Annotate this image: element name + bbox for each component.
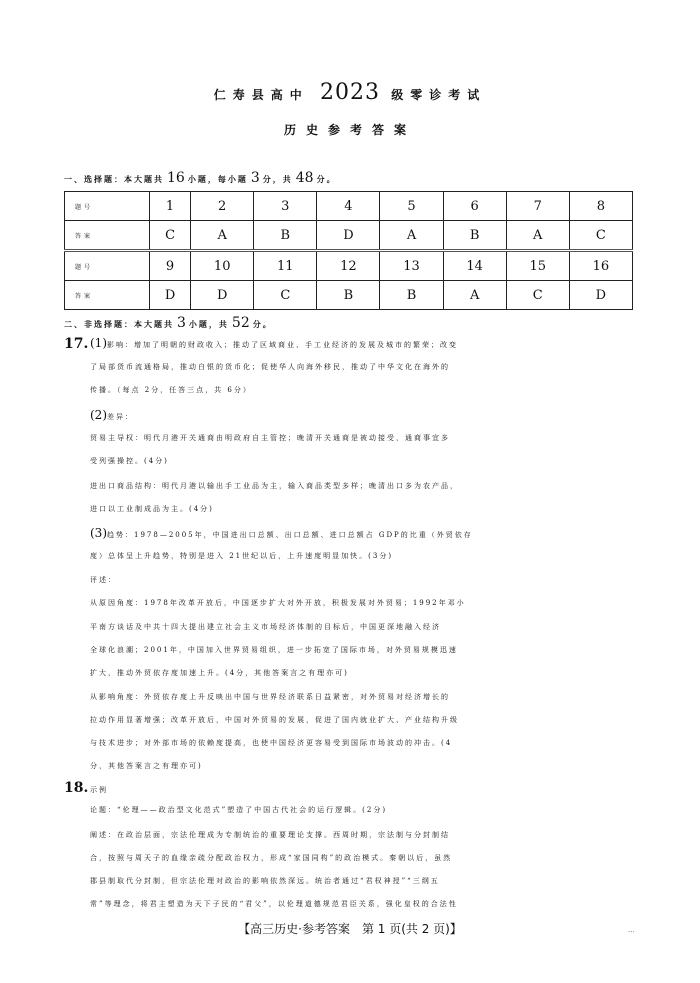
table-row <box>65 221 633 251</box>
question-number: 12 <box>317 251 380 281</box>
row-label-answer: 答案 <box>65 281 150 310</box>
answer-text: 差异： <box>107 413 134 421</box>
section-1-total: 48 <box>295 170 314 186</box>
table-row <box>65 192 633 221</box>
answer-line: 贸易主导权：明代月港开关通商由明政府自主管控；晚清开关通商是被动接受，通商事宜多 <box>90 434 450 442</box>
question-number: 11 <box>254 251 317 281</box>
title-prefix: 仁寿县高中 <box>213 88 309 102</box>
section-2-total: 52 <box>231 315 250 331</box>
section-1-text: 分。 <box>316 174 337 184</box>
part-label: (3) <box>90 526 107 540</box>
answer-line: 平南方谈话及中共十四大提出建立社会主义市场经济体制的目标后，中国更深地融入经济 <box>90 623 441 631</box>
question-number: 2 <box>191 192 254 221</box>
answer-text: 趋势：1978—2005年，中国进出口总额、出口总额、进口总额占 GDP的比重（外贸依存 <box>107 531 473 539</box>
answer-cell: C <box>150 221 191 251</box>
section-1-text: 分，共 <box>262 174 293 184</box>
answer-line: 扩大，推动外贸依存度加速上升。(4分，其他答案言之有理亦可) <box>90 669 349 677</box>
answer-line: 拉动作用显著增强；改革开放后，中国对外贸易的发展，促进了国内就业扩大、产业结构升级 <box>90 716 459 724</box>
answer-cell: A <box>380 221 443 251</box>
question-number: 16 <box>569 251 632 281</box>
answer-line: 合，按照与周天子的血缘亲疏分配政治权力，形成“家国同构”的政治模式。秦朝以后，虽然 <box>90 854 453 862</box>
section-2-text: 二、非选择题：本大题共 <box>64 319 174 329</box>
section-1-text: 小题，每小题 <box>187 174 248 184</box>
answer-line: 分，其他答案言之有理亦可) <box>90 762 203 770</box>
answer-line: 从原因角度：1978年改革开放后，中国逐步扩大对外开放，积极发展对外贸易；1992年邓小 <box>90 599 466 607</box>
page-footer: 【高三历史·参考答案 第 1 页(共 2 页)】 <box>238 922 462 936</box>
answer-line: 全球化浪潮；2001年，中国加入世界贸易组织，进一步拓宽了国际市场，对外贸易规模迅速 <box>90 646 458 654</box>
section-2-heading <box>64 315 273 331</box>
answer-line: 常”等理念，将君主塑造为天下子民的“君父”，以伦理道德规范君臣关系，强化皇权的合法性 <box>90 900 458 908</box>
section-1-points-each: 3 <box>250 170 260 186</box>
title-year: 2023 <box>320 80 380 105</box>
answer-cell: D <box>317 221 380 251</box>
answer-cell: B <box>380 281 443 310</box>
section-1-heading <box>64 170 337 186</box>
question-number: 6 <box>443 192 506 221</box>
answer-cell: C <box>254 281 317 310</box>
answer-cell: B <box>317 281 380 310</box>
question-number: 4 <box>317 192 380 221</box>
question-number: 8 <box>569 192 632 221</box>
row-label-question: 题号 <box>65 251 150 281</box>
question-number: 5 <box>380 192 443 221</box>
answer-cell: A <box>506 221 569 251</box>
answer-line: 进出口商品结构：明代月港以输出手工业品为主，输入商品类型多样；晚清出口多为农产品， <box>90 482 459 490</box>
q17-part2 <box>90 408 134 422</box>
answer-line: 受列强操控。(4分) <box>90 457 169 465</box>
row-label-question: 题号 <box>65 192 150 221</box>
corner-mark: ... <box>628 926 635 934</box>
question-number: 7 <box>506 192 569 221</box>
answer-cell: D <box>191 281 254 310</box>
question-number: 9 <box>150 251 191 281</box>
answer-cell: C <box>506 281 569 310</box>
part-label: (2) <box>90 408 107 422</box>
section-1-text: 一、选择题：本大题共 <box>64 174 164 184</box>
answer-line: 论题：“伦理——政治型文化范式”塑造了中国古代社会的运行逻辑。(2分) <box>90 806 388 814</box>
question-number: 15 <box>506 251 569 281</box>
answer-line: 传播。（每点 2分，任答三点，共 6分） <box>90 386 252 394</box>
answer-table <box>64 191 633 310</box>
exam-title <box>0 80 700 105</box>
section-2-text: 分。 <box>252 319 273 329</box>
answer-line: 与技术进步；对外部市场的依赖度提高，也使中国经济更容易受到国际市场波动的冲击。(4 <box>90 739 453 747</box>
q17-part3 <box>90 526 473 540</box>
answer-line: 示例 <box>90 786 108 794</box>
answer-line: 郡县制取代分封制，但宗法伦理对政治的影响依然深远。统治者通过“君权神授”“三纲五 <box>90 877 440 885</box>
answer-cell: D <box>150 281 191 310</box>
question-number: 13 <box>380 251 443 281</box>
answer-text: 影响：增加了明朝的财政收入；推动了区域商业、手工业经济的发展及城市的繁荣；改变 <box>107 341 458 349</box>
q17-part1 <box>90 336 458 350</box>
question-number: 3 <box>254 192 317 221</box>
page-subtitle: 历史参考答案 <box>283 123 416 137</box>
answer-line: 从影响角度：外贸依存度上升反映出中国与世界经济联系日益紧密，对外贸易对经济增长的 <box>90 693 450 701</box>
answer-line: 评述： <box>90 576 117 584</box>
answer-line: 阐述：在政治层面，宗法伦理成为专制统治的重要理论支撑。西周时期，宗法制与分封制结 <box>90 831 450 839</box>
part-label: (1) <box>90 336 107 350</box>
answer-cell: D <box>569 281 632 310</box>
answer-line: 了局部货币流通格局，推动白银的货币化；促使华人向海外移民，推动了中华文化在海外的 <box>90 363 450 371</box>
answer-cell: B <box>254 221 317 251</box>
answer-cell: A <box>191 221 254 251</box>
answer-cell: B <box>443 221 506 251</box>
row-label-answer: 答案 <box>65 221 150 251</box>
question-number: 14 <box>443 251 506 281</box>
question-17-number: 17. <box>64 336 89 352</box>
answer-line: 进口以工业制成品为主。(4分) <box>90 505 214 513</box>
question-18-number: 18. <box>64 780 89 796</box>
answer-cell: A <box>443 281 506 310</box>
question-number: 10 <box>191 251 254 281</box>
answer-line: 度）总体呈上升趋势，特别是进入 21世纪以后，上升速度明显加快。(3分) <box>90 552 394 560</box>
section-1-count: 16 <box>167 170 185 186</box>
answer-cell: C <box>569 221 632 251</box>
table-row <box>65 281 633 310</box>
table-row <box>65 251 633 281</box>
section-2-count: 3 <box>177 315 186 331</box>
title-suffix: 级零诊考试 <box>391 88 487 102</box>
section-2-text: 小题，共 <box>188 319 229 329</box>
question-number: 1 <box>150 192 191 221</box>
